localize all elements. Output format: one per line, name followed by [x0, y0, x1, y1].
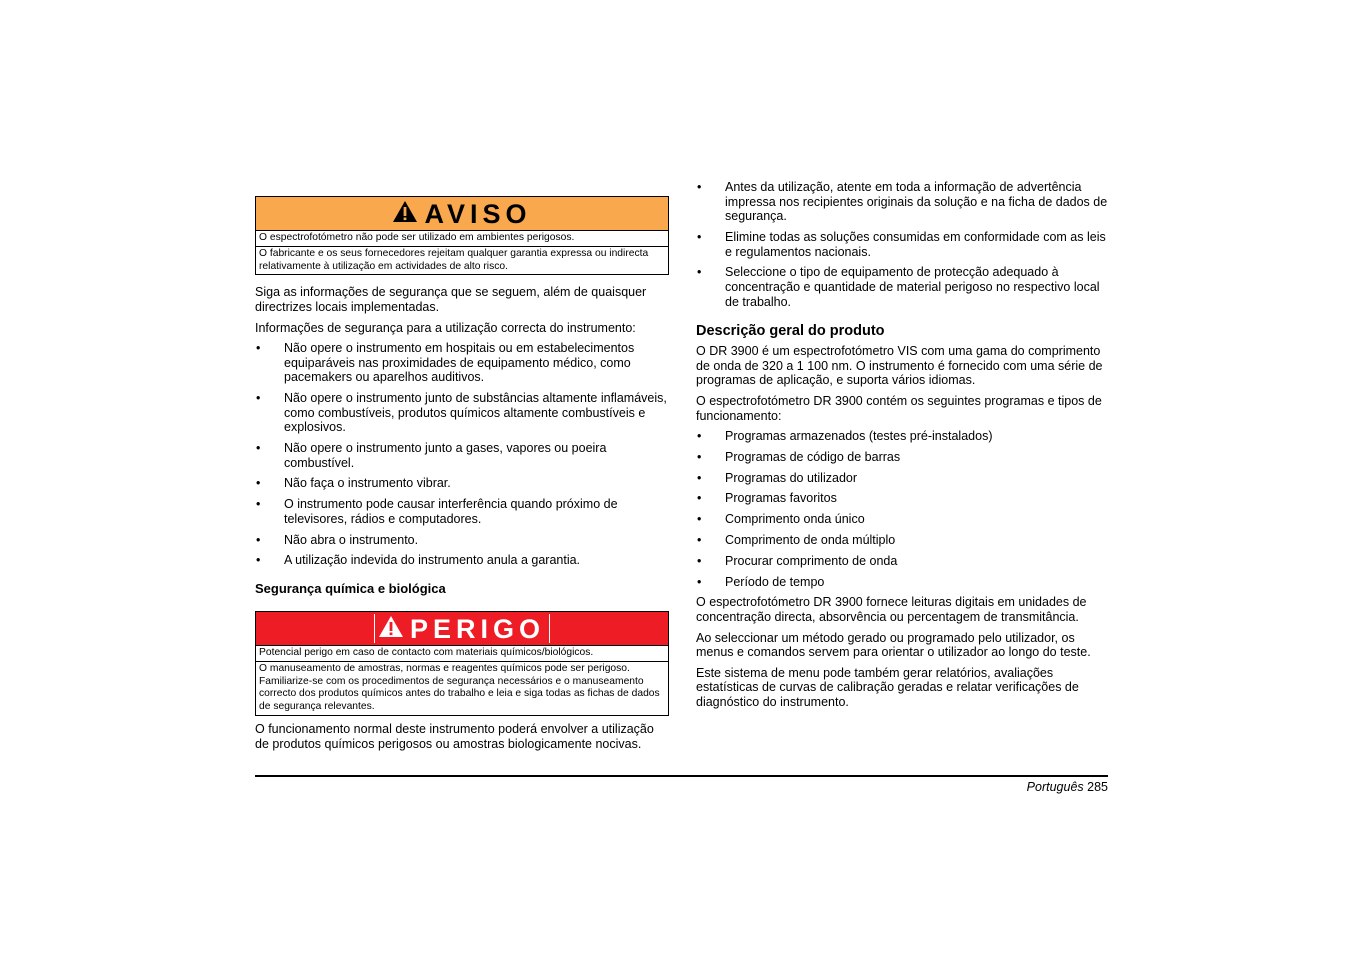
safety-list: [255, 341, 669, 568]
list-item: • Comprimento onda único: [696, 512, 1110, 527]
danger-body: [256, 646, 668, 715]
list-item: • Não opere o instrumento junto de substâncias altamente inflamáveis, como combustíveis, produtos químicos altamente combustíveis e explosivos.: [255, 391, 669, 435]
list-item: • Programas de código de barras: [696, 450, 1110, 465]
paragraph: O espectrofotómetro DR 3900 contém os seguintes programas e tipos de funcionamento:: [696, 393, 1102, 423]
list-item: • Não abra o instrumento.: [255, 533, 669, 548]
danger-message: O manuseamento de amostras, normas e reagentes químicos pode ser perigoso. Familiarize-se com os procedimentos de segurança necessários e o manuseamento correcto dos produtos químicos antes do trabalho e leia e siga todas as fichas de dados de segurança relevantes.: [256, 661, 668, 715]
list-item: • Período de tempo: [696, 575, 1110, 590]
paragraph: Siga as informações de segurança que se seguem, além de quaisquer directrizes locais implementadas.: [255, 285, 647, 314]
list-item: • Não opere o instrumento em hospitais ou em estabelecimentos equiparáveis nas proximidades de equipamento médico, como pacemakers ou aparelhos auditivos.: [255, 341, 669, 385]
list-item: • Seleccione o tipo de equipamento de protecção adequado à concentração e quantidade de material perigoso no respectivo local de trabalho.: [696, 265, 1110, 309]
paragraph: O funcionamento normal deste instrumento poderá envolver a utilização de produtos químicos perigosos ou amostras biologicamente nocivas.: [255, 722, 654, 751]
warning-message: O fabricante e os seus fornecedores rejeitam qualquer garantia expressa ou indirecta relativamente à utilização em actividades de alto risco.: [256, 246, 668, 275]
page-number: 285: [1087, 780, 1108, 794]
footer-divider: [255, 775, 1108, 777]
section-heading: Descrição geral do produto: [696, 323, 885, 340]
paragraph: Este sistema de menu pode também gerar relatórios, avaliações estatísticas de curvas de calibração geradas e relatar verificações de diagnóstico do instrumento.: [696, 665, 1079, 709]
danger-message: Potencial perigo em caso de contacto com materiais químicos/biológicos.: [259, 647, 594, 659]
paragraph: O espectrofotómetro DR 3900 fornece leituras digitais em unidades de concentração directa, absorvência ou percentagem de transmitância.: [696, 595, 1087, 624]
list-item: • Elimine todas as soluções consumidas em conformidade com as leis e regulamentos nacionais.: [696, 230, 1110, 259]
list-item: • O instrumento pode causar interferência quando próximo de televisores, rádios e computadores.: [255, 497, 669, 526]
warning-header: [256, 197, 668, 231]
list-item: • Programas favoritos: [696, 491, 1110, 506]
list-item: • Procurar comprimento de onda: [696, 554, 1110, 569]
danger-triangle-icon: [378, 615, 404, 643]
warning-body: [256, 231, 668, 274]
list-item: • A utilização indevida do instrumento anula a garantia.: [255, 553, 669, 568]
list-item: • Não opere o instrumento junto a gases, vapores ou poeira combustível.: [255, 441, 669, 470]
list-item: • Comprimento de onda múltiplo: [696, 533, 1110, 548]
warning-signal-word: AVISO: [424, 198, 532, 229]
list-item: • Programas do utilizador: [696, 471, 1110, 486]
section-heading: Segurança química e biológica: [255, 581, 446, 597]
list-item: • Programas armazenados (testes pré-instalados): [696, 429, 1110, 444]
page-footer: [1027, 780, 1108, 794]
warning-message: O espectrofotómetro não pode ser utilizado em ambientes perigosos.: [259, 232, 575, 243]
right-column: [696, 180, 1110, 716]
danger-badge: [374, 614, 550, 643]
warning-triangle-icon: [392, 200, 418, 228]
paragraph: Informações de segurança para a utilização correcta do instrumento:: [255, 320, 636, 335]
chemical-safety-list: [696, 180, 1110, 309]
warning-box: [255, 196, 669, 275]
danger-signal-word: PERIGO: [409, 613, 546, 644]
danger-box: [255, 611, 669, 716]
danger-header: [256, 612, 668, 646]
paragraph: O DR 3900 é um espectrofotómetro VIS com uma gama do comprimento de onda de 320 a 1 100 nm. O instrumento é fornecido com uma série de programas de aplicação, e suporta vários idiomas.: [696, 344, 1103, 388]
list-item: • Não faça o instrumento vibrar.: [255, 476, 669, 491]
paragraph: Ao seleccionar um método gerado ou programado pelo utilizador, os menus e comandos servem para orientar o utilizador ao longo do teste.: [696, 630, 1091, 660]
programs-list: [696, 429, 1110, 589]
footer-language: Português: [1026, 780, 1084, 794]
left-column: [255, 196, 669, 757]
list-item: • Antes da utilização, atente em toda a informação de advertência impressa nos recipientes originais da solução e na ficha de dados de segurança.: [696, 180, 1110, 224]
